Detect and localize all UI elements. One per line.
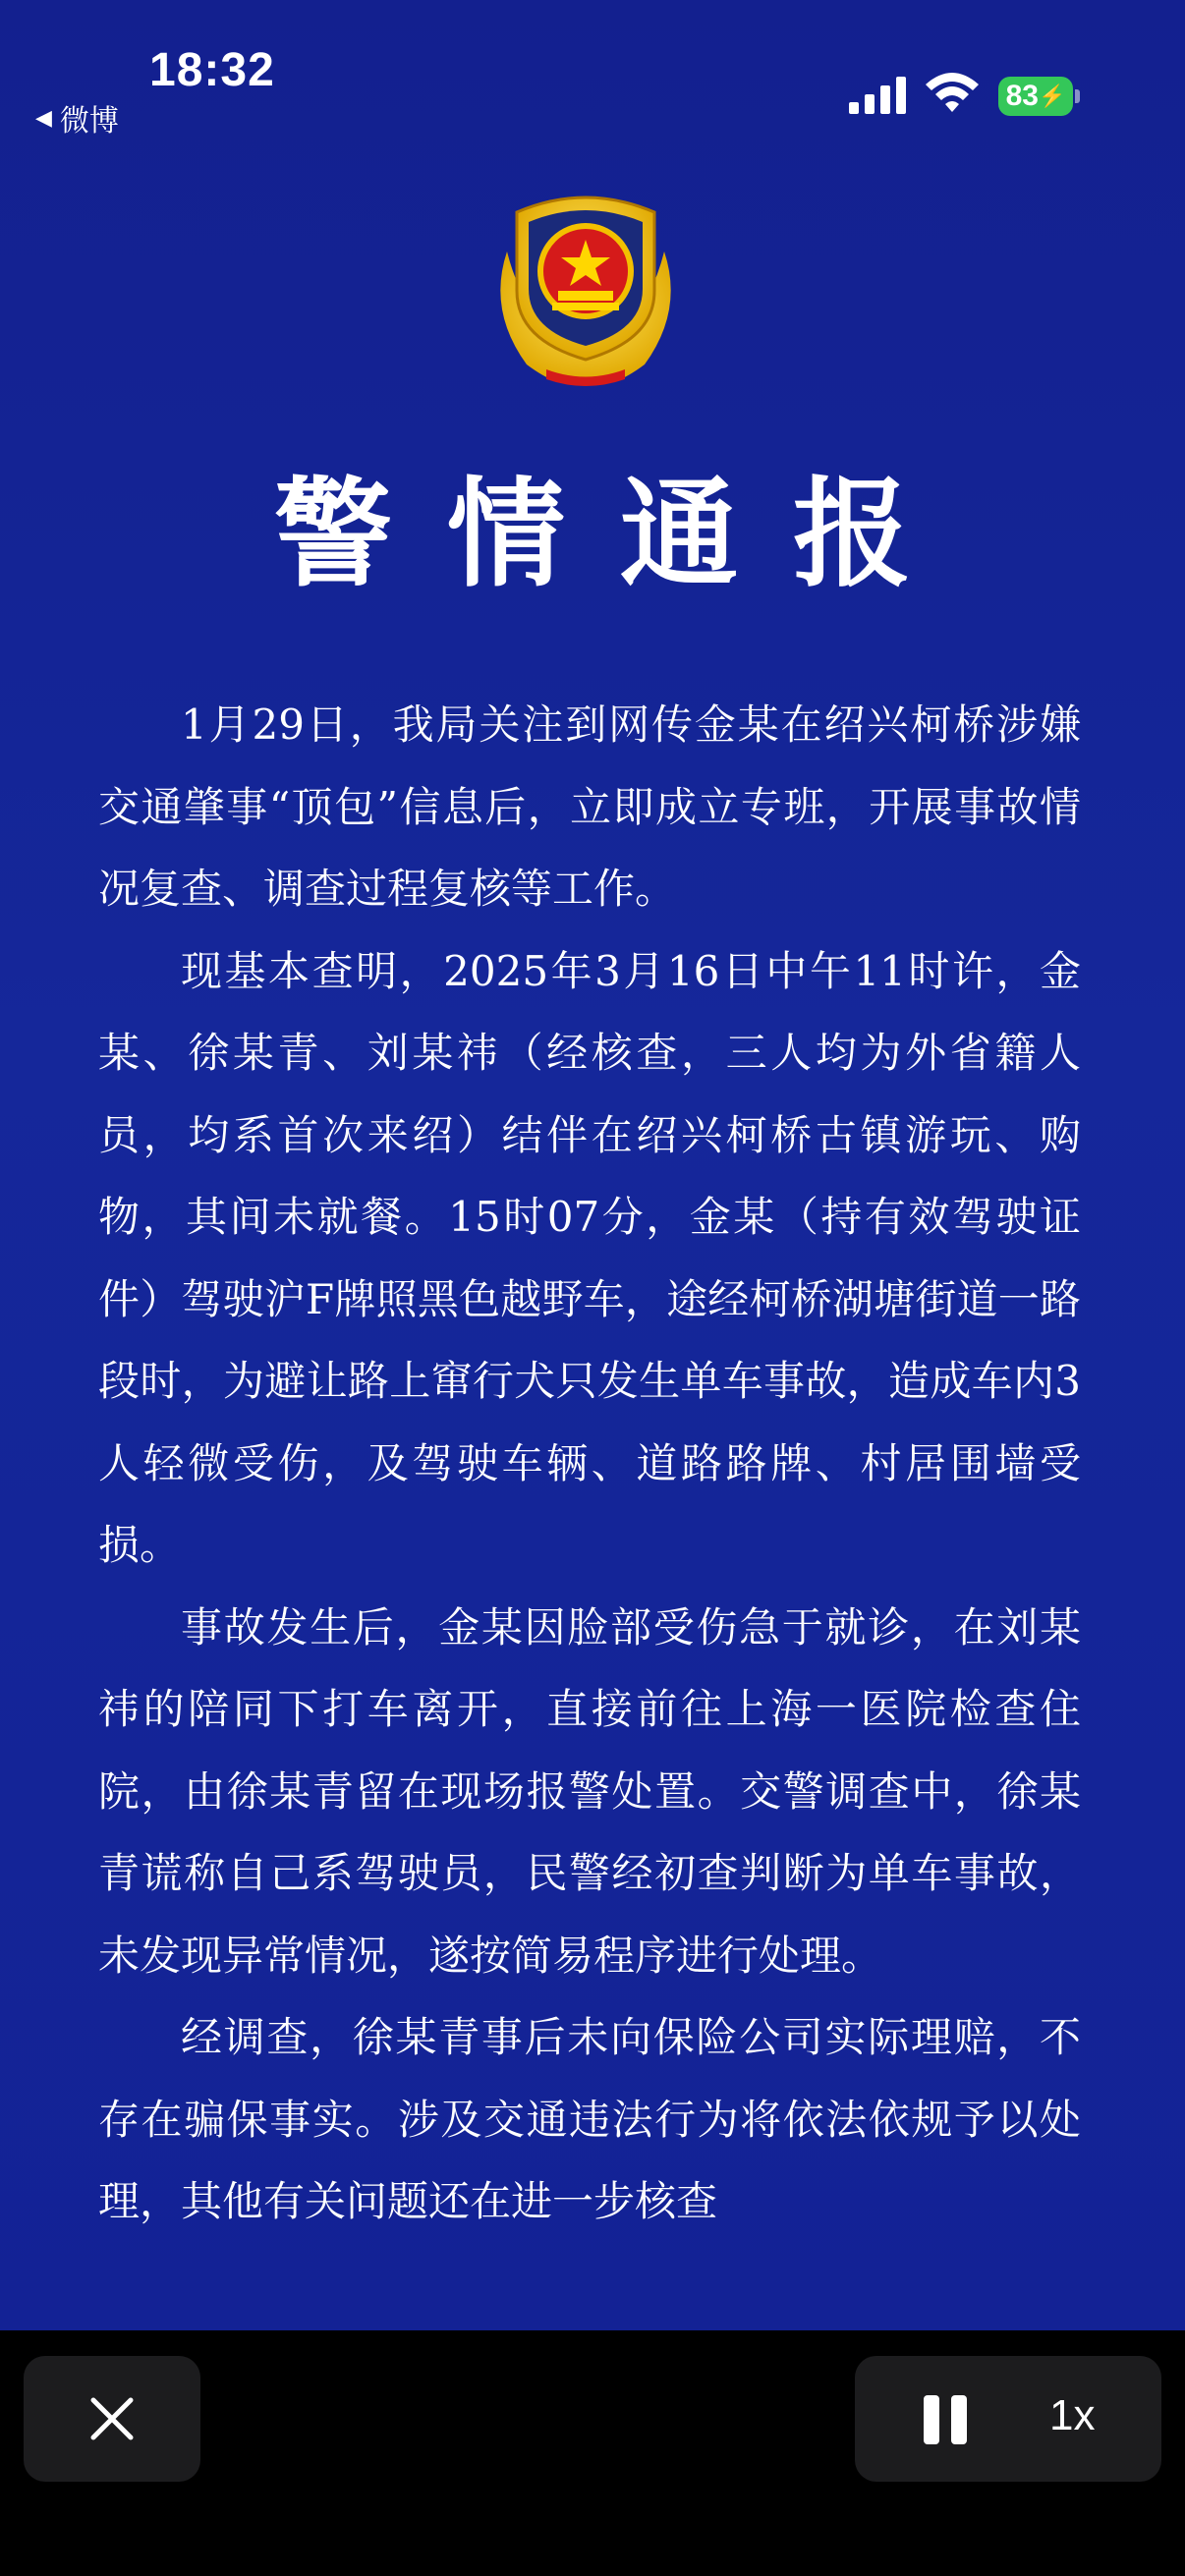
pause-icon[interactable] [922, 2395, 969, 2444]
notice-title: 警情通报 [274, 465, 966, 603]
notice-paragraph: 现基本查明，2025年3月16日中午11时许，金某、徐某青、刘某祎（经核查，三人均为外省籍人员，均系首次来绍）结伴在绍兴柯桥古镇游玩、购物，其间未就餐。15时07分，金某（持有效驾驶证件）驾驶沪F牌照黑色越野车，途经柯桥湖塘街道一路段时，为避让路上窜行犬只发生单车事故，造成车内3人轻微受伤，及驾驶车辆、道路路牌、村居围墙受损。 [98, 946, 1081, 1569]
back-to-app-link[interactable] [35, 96, 119, 140]
playback-controls [855, 2356, 1161, 2482]
wifi-icon [924, 69, 981, 114]
close-icon [89, 2396, 135, 2441]
battery-level: 83 [1005, 80, 1039, 112]
close-button[interactable] [24, 2356, 200, 2482]
playback-speed-button[interactable]: 1x [1049, 2391, 1096, 2439]
police-emblem-icon [478, 183, 694, 399]
back-app-label: 微博 [59, 104, 119, 139]
battery-cap [1075, 89, 1080, 103]
media-controls-bar [0, 2330, 1185, 2576]
back-triangle-icon: ◀ [35, 105, 52, 131]
notice-body [98, 684, 1081, 2243]
battery-icon: 83 ⚡ [998, 77, 1073, 116]
notice-paragraph: 经调查，徐某青事后未向保险公司实际理赔，不存在骗保事实。涉及交通违法行为将依法依规予以处理，其他有关问题还在进一步核查 [98, 2013, 1081, 2225]
notice-paragraph: 事故发生后，金某因脸部受伤急于就诊，在刘某祎的陪同下打车离开，直接前往上海一医院检查住院，由徐某青留在现场报警处置。交警调查中，徐某青谎称自己系驾驶员，民警经初查判断为单车事故，未发现异常情况，遂按简易程序进行处理。 [98, 1602, 1081, 1980]
notice-paragraph: 1月29日，我局关注到网传金某在绍兴柯桥涉嫌交通肇事“顶包”信息后，立即成立专班，开展事故情况复查、调查过程复核等工作。 [98, 700, 1081, 913]
status-time: 18:32 [149, 44, 275, 96]
cellular-signal-icon [849, 77, 906, 114]
